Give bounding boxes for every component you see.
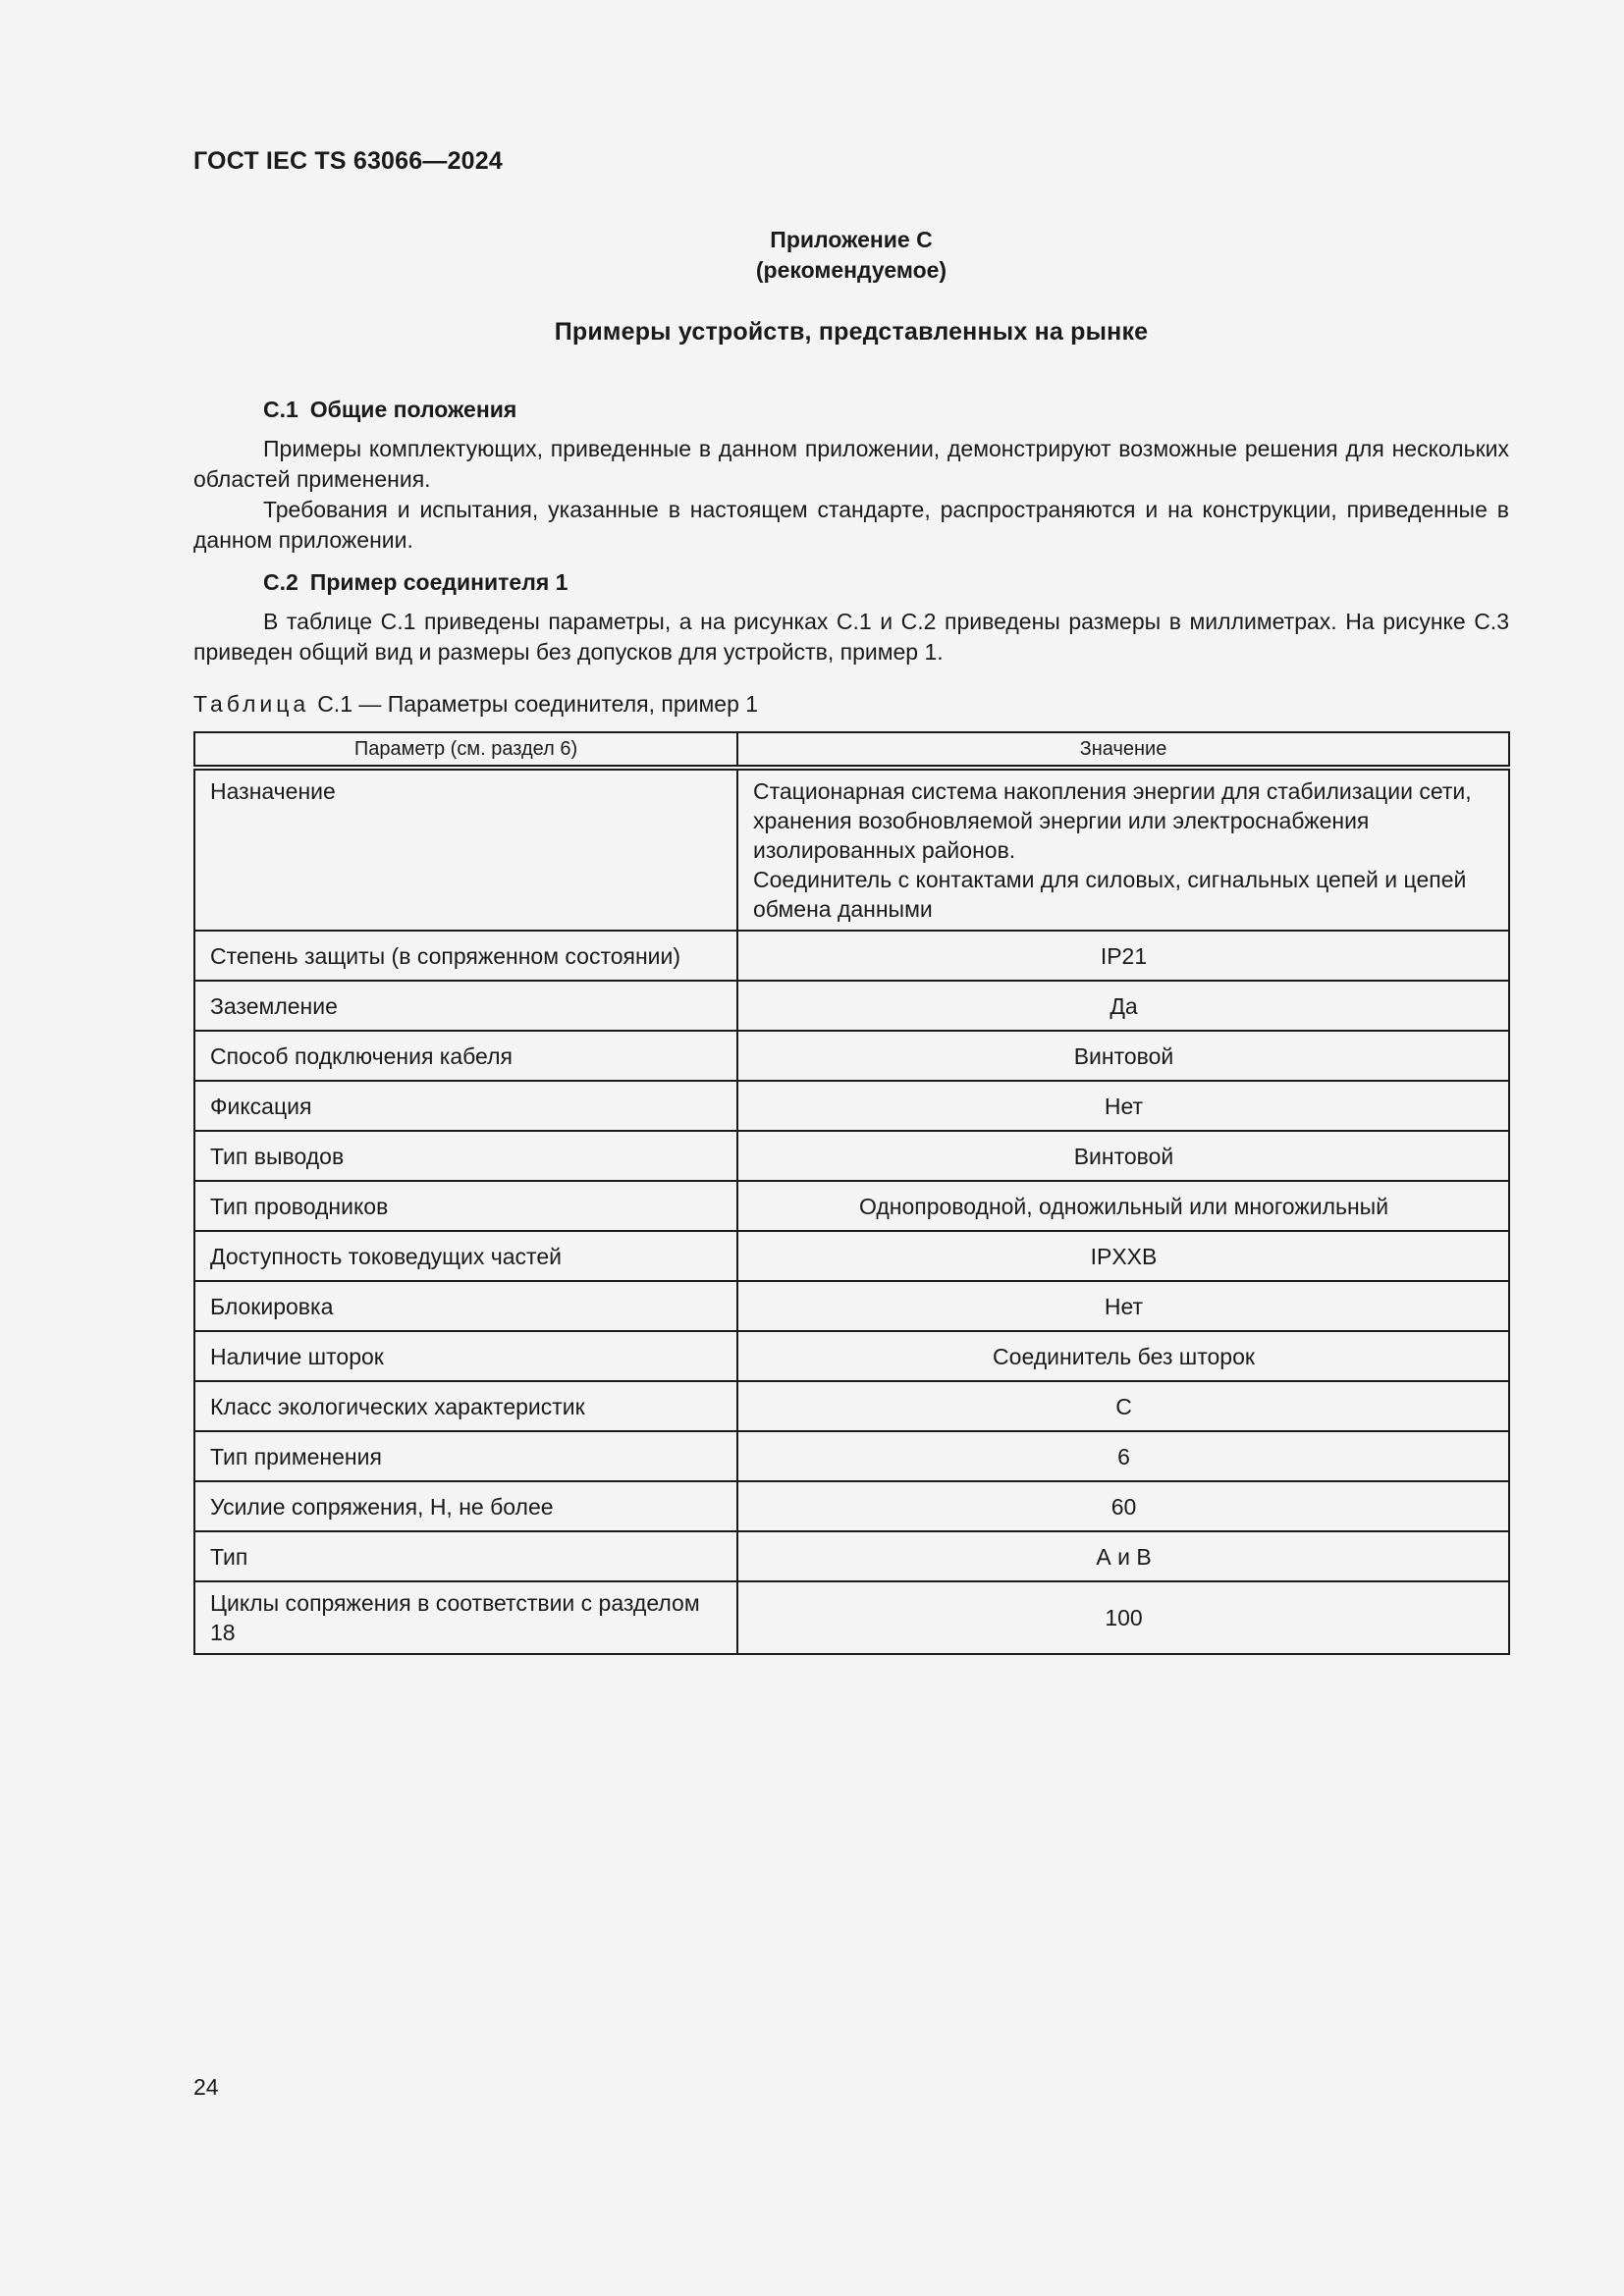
section-title: Пример соединителя 1 xyxy=(309,569,568,595)
parameter-cell: Фиксация xyxy=(194,1081,737,1131)
table-row xyxy=(194,1031,1509,1081)
value-cell: Нет xyxy=(737,1081,1509,1131)
paragraph: В таблице С.1 приведены параметры, а на рисунках С.1 и С.2 приведены размеры в миллиметрах. На рисунке С.3 приведен общий вид и размеры без допусков для устройств, пример 1. xyxy=(193,609,1509,665)
section-number: С.2 xyxy=(263,569,298,595)
value-cell: 6 xyxy=(737,1431,1509,1481)
parameter-cell: Блокировка xyxy=(194,1281,737,1331)
parameter-cell: Усилие сопряжения, Н, не более xyxy=(194,1481,737,1531)
value-cell: С xyxy=(737,1381,1509,1431)
table-row xyxy=(194,1081,1509,1131)
parameter-cell: Тип применения xyxy=(194,1431,737,1481)
table-row xyxy=(194,931,1509,981)
parameter-cell: Класс экологических характеристик xyxy=(194,1381,737,1431)
value-cell: 100 xyxy=(737,1581,1509,1654)
paragraph: Примеры комплектующих, приведенные в данном приложении, демонстрируют возможные решения для нескольких областей применения. xyxy=(193,436,1509,492)
page-number: 24 xyxy=(193,2074,219,2100)
parameter-cell: Степень защиты (в сопряженном состоянии) xyxy=(194,931,737,981)
table-caption-label: Таблица xyxy=(193,691,310,717)
value-cell: 60 xyxy=(737,1481,1509,1531)
table-caption-text: С.1 — Параметры соединителя, пример 1 xyxy=(317,691,759,717)
parameter-cell: Доступность токоведущих частей xyxy=(194,1231,737,1281)
table-row xyxy=(194,1481,1509,1531)
value-text: Стационарная система накопления энергии для стабилизации сети, хранения возобновляемой энергии или электроснабжения изолированных районов. xyxy=(753,778,1472,863)
column-header-value: Значение xyxy=(737,732,1509,768)
parameter-cell: Тип проводников xyxy=(194,1181,737,1231)
value-cell: IP21 xyxy=(737,931,1509,981)
annex-heading: Примеры устройств, представленных на рынке xyxy=(554,318,1149,346)
table-header-row xyxy=(194,732,1509,768)
value-text: Соединитель с контактами для силовых, сигнальных цепей и цепей обмена данными xyxy=(753,867,1467,922)
section-heading-c2 xyxy=(263,569,568,596)
value-cell xyxy=(737,768,1509,931)
table-row xyxy=(194,768,1509,931)
table-row xyxy=(194,1131,1509,1181)
table-row xyxy=(194,1531,1509,1581)
parameter-cell: Заземление xyxy=(194,981,737,1031)
table-row xyxy=(194,981,1509,1031)
column-header-parameter: Параметр (см. раздел 6) xyxy=(194,732,737,768)
parameter-cell: Тип xyxy=(194,1531,737,1581)
value-cell: Винтовой xyxy=(737,1131,1509,1181)
parameter-cell: Назначение xyxy=(194,768,737,931)
paragraph: Требования и испытания, указанные в настоящем стандарте, распространяются и на конструкции, приведенные в данном приложении. xyxy=(193,497,1509,553)
value-cell: Соединитель без шторок xyxy=(737,1331,1509,1381)
table-row xyxy=(194,1231,1509,1281)
annex-status: (рекомендуемое) xyxy=(755,257,947,283)
parameter-cell: Циклы сопряжения в соответствии с разделом 18 xyxy=(194,1581,737,1654)
value-cell: Винтовой xyxy=(737,1031,1509,1081)
section-title: Общие положения xyxy=(309,397,517,422)
table-row xyxy=(194,1431,1509,1481)
value-cell: Однопроводной, одножильный или многожильный xyxy=(737,1181,1509,1231)
document-code-header: ГОСТ IEC TS 63066—2024 xyxy=(193,147,503,175)
value-cell: Нет xyxy=(737,1281,1509,1331)
value-cell: Да xyxy=(737,981,1509,1031)
table-row xyxy=(194,1281,1509,1331)
annex-title: Приложение С xyxy=(770,227,933,252)
value-cell: А и В xyxy=(737,1531,1509,1581)
parameter-cell: Тип выводов xyxy=(194,1131,737,1181)
table-row xyxy=(194,1581,1509,1654)
section-heading-c1 xyxy=(263,397,516,423)
parameters-table xyxy=(193,731,1510,1655)
table-caption xyxy=(193,691,758,718)
table-row xyxy=(194,1381,1509,1431)
table-row xyxy=(194,1181,1509,1231)
section-number: С.1 xyxy=(263,397,298,422)
value-cell: IPXXB xyxy=(737,1231,1509,1281)
table-row xyxy=(194,1331,1509,1381)
parameter-cell: Способ подключения кабеля xyxy=(194,1031,737,1081)
parameter-cell: Наличие шторок xyxy=(194,1331,737,1381)
